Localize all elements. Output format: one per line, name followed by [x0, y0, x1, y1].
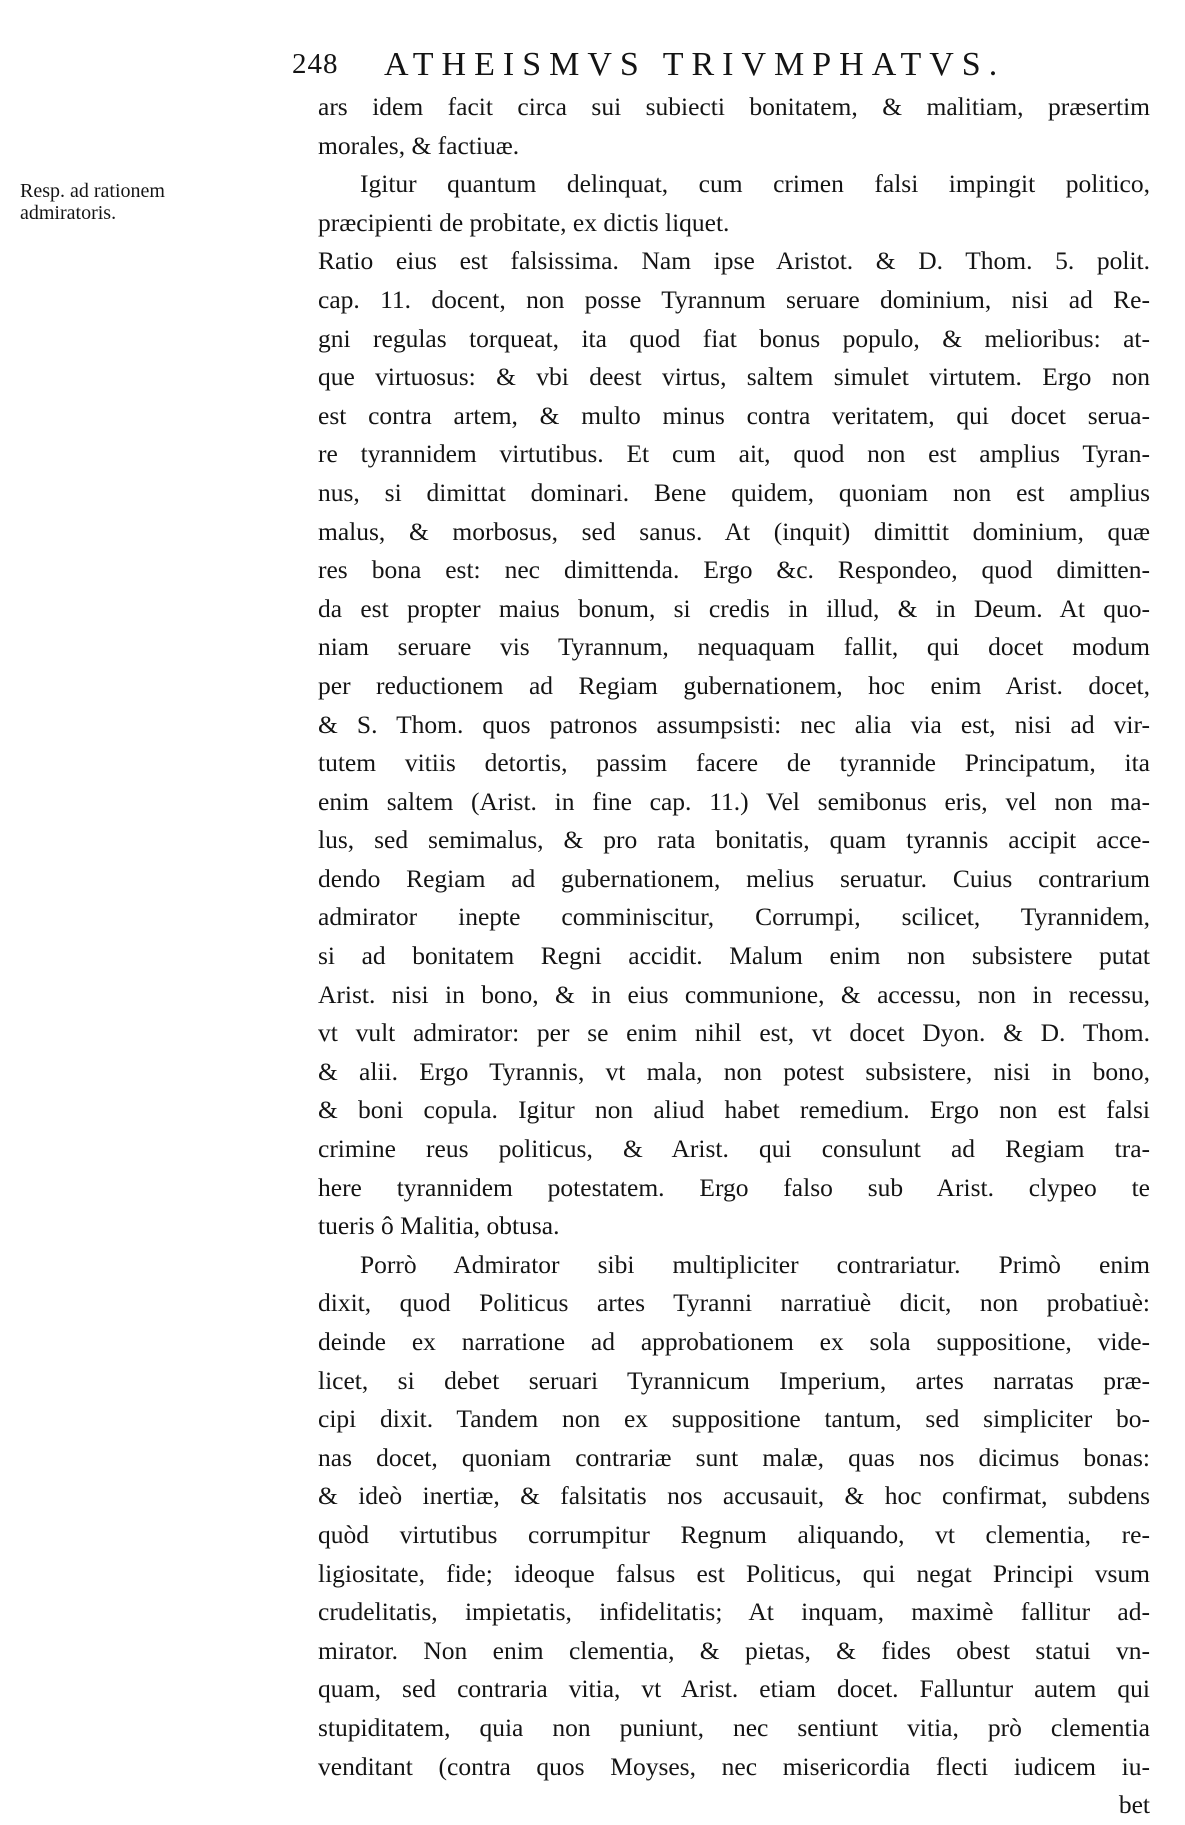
text-line: Igitur quantum delinquat, cum crimen falsi impingit politico,: [360, 169, 1150, 199]
text-line: tutem vitiis detortis, passim facere de tyrannide Principatum, ita: [318, 748, 1150, 778]
text-line: & boni copula. Igitur non aliud habet remedium. Ergo non est falsi: [318, 1095, 1150, 1125]
text-line: si ad bonitatem Regni accidit. Malum enim non subsistere putat: [318, 941, 1150, 971]
text-line: ligiositate, fide; ideoque falsus est Politicus, qui negat Principi vsum: [318, 1558, 1150, 1588]
text-line: vt vult admirator: per se enim nihil est, vt docet Dyon. & D. Thom.: [318, 1018, 1150, 1048]
text-line: res bona est: nec dimittenda. Ergo &c. Respondeo, quod dimitten-: [318, 555, 1150, 585]
text-line: & ideò inertiæ, & falsitatis nos accusauit, & hoc confirmat, subdens: [318, 1481, 1150, 1511]
text-line: præcipienti de probitate, ex dictis liquet.: [318, 207, 730, 237]
text-line: que virtuosus: & vbi deest virtus, saltem simulet virtutem. Ergo non: [318, 362, 1150, 392]
text-line: dixit, quod Politicus artes Tyranni narratiuè dicit, non probatiuè:: [318, 1288, 1150, 1318]
catchword: bet: [1118, 1790, 1150, 1820]
page-header: [292, 42, 1152, 90]
text-line: malus, & morbosus, sed sanus. At (inquit) dimittit dominium, quæ: [318, 516, 1150, 546]
text-line: quòd virtutibus corrumpitur Regnum aliquando, vt clementia, re-: [318, 1519, 1150, 1549]
text-line: gni regulas torqueat, ita quod fiat bonus populo, & melioribus: at-: [318, 323, 1150, 353]
text-line: ars idem facit circa sui subiecti bonitatem, & malitiam, præsertim: [318, 92, 1150, 121]
text-line: Porrò Admirator sibi multipliciter contrariatur. Primò enim: [360, 1249, 1150, 1279]
text-line: lus, sed semimalus, & pro rata bonitatis, quam tyrannis accipit acce-: [318, 825, 1150, 855]
text-line: crimine reus politicus, & Arist. qui consulunt ad Regiam tra-: [318, 1134, 1150, 1164]
text-line: venditant (contra quos Moyses, nec misericordia flecti iudicem iu-: [318, 1751, 1150, 1781]
text-line: cipi dixit. Tandem non ex suppositione tantum, sed simpliciter bo-: [318, 1404, 1150, 1434]
text-line: crudelitatis, impietatis, infidelitatis; At inquam, maximè fallitur ad-: [318, 1597, 1150, 1627]
text-line: & alii. Ergo Tyrannis, vt mala, non potest subsistere, nisi in bono,: [318, 1056, 1150, 1086]
text-line: tueris ô Malitia, obtusa.: [318, 1211, 560, 1241]
text-line: mirator. Non enim clementia, & pietas, & fides obest statui vn-: [318, 1635, 1150, 1665]
marginal-note-line: admiratoris.: [20, 202, 117, 224]
text-line: enim saltem (Arist. in fine cap. 11.) Vel semibonus eris, vel non ma-: [318, 786, 1150, 816]
text-line: deinde ex narratione ad approbationem ex sola suppositione, vide-: [318, 1327, 1150, 1356]
text-line: dendo Regiam ad gubernationem, melius seruatur. Cuius contrarium: [318, 863, 1150, 893]
text-line: nas docet, quoniam contrariæ sunt malæ, quas nos dicimus bonas:: [318, 1442, 1150, 1472]
text-line: licet, si debet seruari Tyrannicum Imperium, artes narratas præ-: [318, 1365, 1150, 1395]
marginal-note: [20, 180, 310, 224]
text-line: da est propter maius bonum, si credis in illud, & in Deum. At quo-: [318, 593, 1150, 623]
text-line: est contra artem, & multo minus contra veritatem, qui docet serua-: [318, 400, 1150, 430]
text-line: niam seruare vis Tyrannum, nequaquam fallit, qui docet modum: [318, 632, 1150, 662]
text-line: Ratio eius est falsissima. Nam ipse Aristot. & D. Thom. 5. polit.: [318, 246, 1150, 276]
text-line: re tyrannidem virtutibus. Et cum ait, quod non est amplius Tyran-: [318, 439, 1150, 469]
text-line: Arist. nisi in bono, & in eius communione, & accessu, non in recessu,: [318, 979, 1150, 1009]
text-line: here tyrannidem potestatem. Ergo falso sub Arist. clypeo te: [318, 1172, 1150, 1202]
running-title: ATHEISMVS TRIVMPHATVS.: [384, 46, 1006, 83]
text-line: stupiditatem, quia non puniunt, nec sentiunt vitia, prò clementia: [318, 1712, 1150, 1742]
marginal-note-line: Resp. ad rationem: [20, 180, 165, 202]
page-number: 248: [292, 48, 339, 80]
text-line: quam, sed contraria vitia, vt Arist. etiam docet. Falluntur autem qui: [318, 1674, 1150, 1704]
text-line: morales, & factiuæ.: [318, 130, 520, 160]
text-line: admirator inepte comminiscitur, Corrumpi, scilicet, Tyrannidem,: [318, 902, 1150, 932]
text-line: cap. 11. docent, non posse Tyrannum seruare dominium, nisi ad Re-: [318, 284, 1150, 314]
body-text: [318, 88, 1150, 1825]
text-line: & S. Thom. quos patronos assumpsisti: nec alia via est, nisi ad vir-: [318, 709, 1150, 739]
text-line: per reductionem ad Regiam gubernationem, hoc enim Arist. docet,: [318, 670, 1150, 700]
text-line: nus, si dimittat dominari. Bene quidem, quoniam non est amplius: [318, 477, 1150, 507]
